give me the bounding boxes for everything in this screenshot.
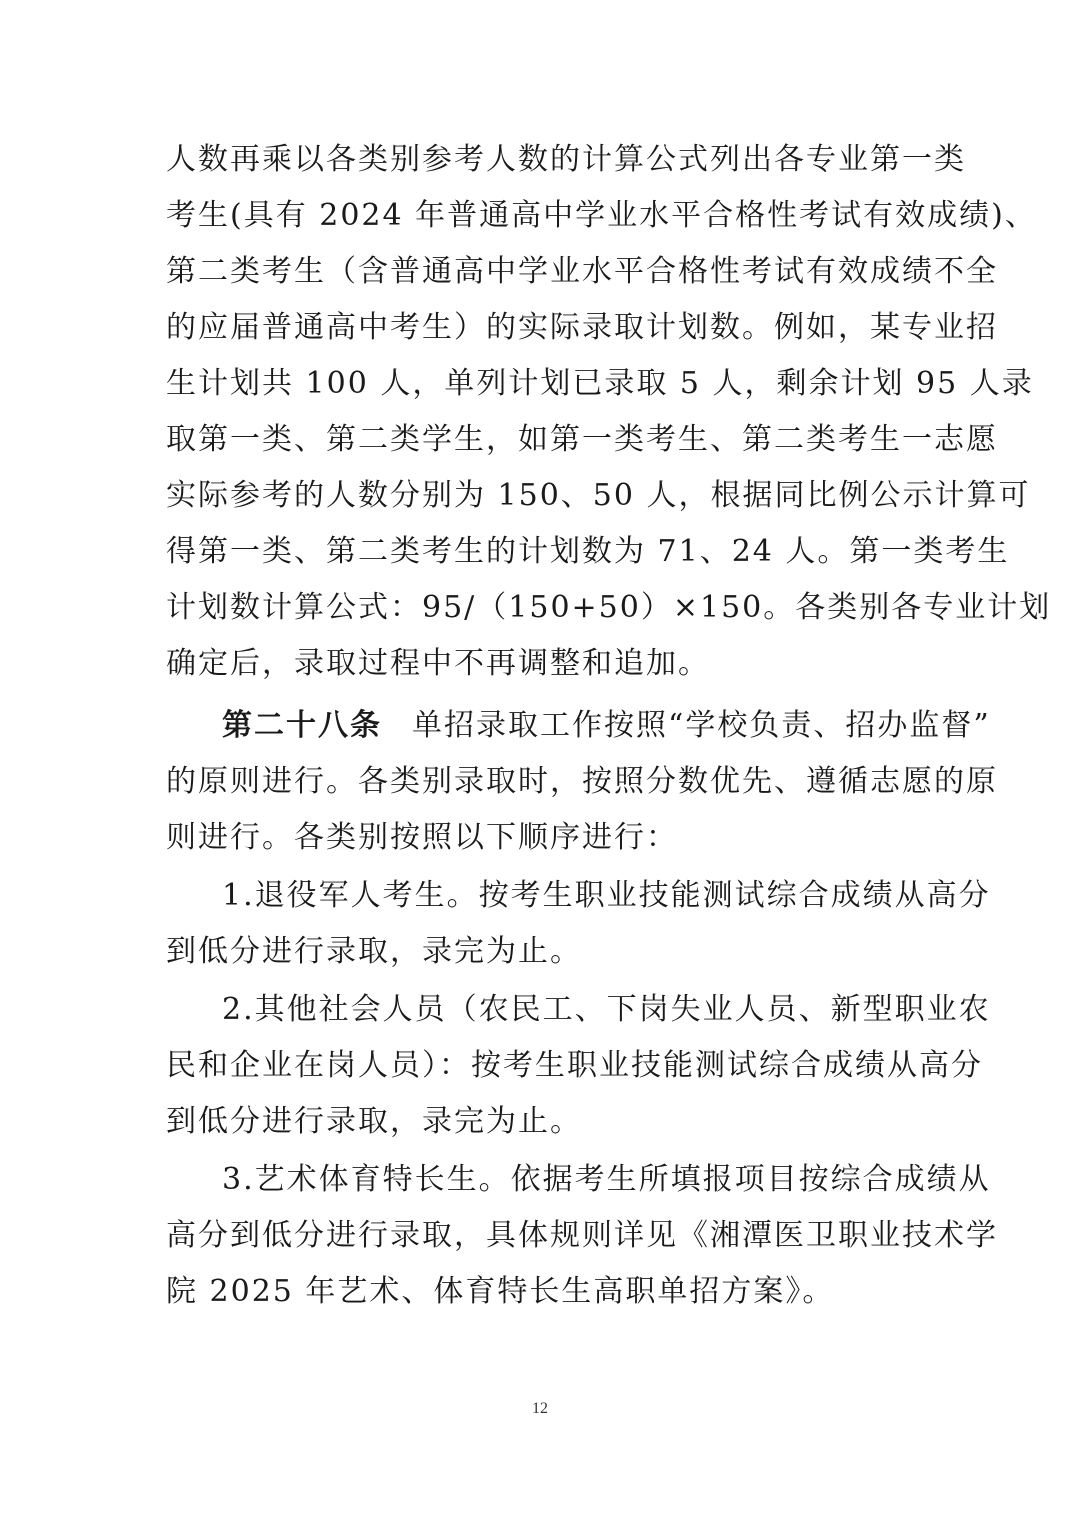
page-number: 12 [532, 1400, 548, 1417]
paragraph-admission-plan-calculation [166, 132, 1052, 692]
text-line: 计划数计算公式：95/（150+50）×150。各类别各专业计划 [166, 590, 1052, 625]
list-item-first-line: 3.艺术体育特长生。依据考生所填报项目按综合成绩从 [222, 1162, 991, 1197]
text-line: 第二类考生（含普通高中学业水平合格性考试有效成绩不全 [166, 254, 998, 289]
text-line: 得第一类、第二类考生的计划数为 71、24 人。第一类考生 [166, 534, 1010, 569]
text-line: 的原则进行。各类别录取时，按照分数优先、遵循志愿的原 [166, 764, 998, 799]
text-line: 民和企业在岗人员）：按考生职业技能测试综合成绩从高分 [166, 1048, 983, 1083]
text-line: 到低分进行录取，录完为止。 [166, 1104, 582, 1139]
list-item-1 [166, 868, 991, 980]
text-line: 到低分进行录取，录完为止。 [166, 934, 582, 969]
text-line: 高分到低分进行录取，具体规则详见《湘潭医卫职业技术学 [166, 1218, 998, 1253]
text-line: 取第一类、第二类学生，如第一类考生、第二类考生一志愿 [166, 422, 998, 457]
article-text: 单招录取工作按照“学校负责、招办监督” [412, 708, 991, 743]
text-line: 院 2025 年艺术、体育特长生高职单招方案》。 [166, 1274, 835, 1309]
text-line: 确定后，录取过程中不再调整和追加。 [166, 646, 710, 681]
article-heading: 第二十八条 [222, 708, 382, 743]
text-line: 实际参考的人数分别为 150、50 人，根据同比例公示计算可 [166, 478, 1031, 513]
list-item-first-line: 1.退役军人考生。按考生职业技能测试综合成绩从高分 [222, 878, 991, 913]
text-line: 人数再乘以各类别参考人数的计算公式列出各专业第一类 [166, 142, 966, 177]
text-line: 考生(具有 2024 年普通高中学业水平合格性考试有效成绩)、 [166, 198, 1037, 233]
text-line: 生计划共 100 人，单列计划已录取 5 人，剩余计划 95 人录 [166, 366, 1034, 401]
text-line: 则进行。各类别按照以下顺序进行： [166, 820, 678, 855]
text-line: 的应届普通高中考生）的实际录取计划数。例如，某专业招 [166, 310, 998, 345]
list-item-3 [166, 1152, 998, 1320]
article-28-first-line [166, 698, 991, 754]
list-item-first-line: 2.其他社会人员（农民工、下岗失业人员、新型职业农 [222, 992, 991, 1027]
article-28 [166, 698, 998, 866]
list-item-2 [166, 982, 991, 1150]
